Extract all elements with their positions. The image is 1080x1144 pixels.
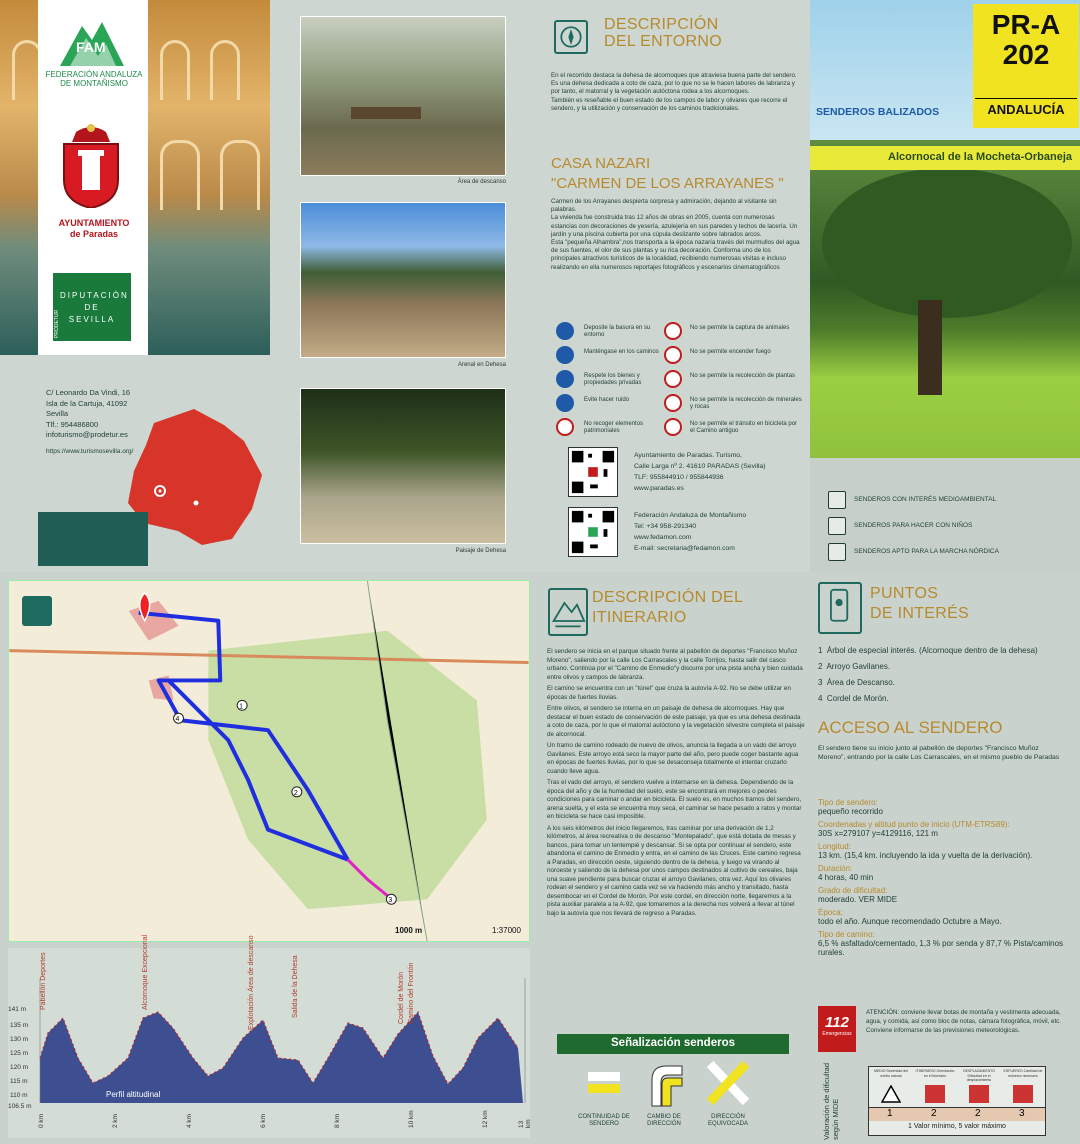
profile-marker: Pabellón Deportes [40, 952, 47, 1010]
diputacion-label: DIPUTACIÓN DE SEVILLA [60, 291, 129, 324]
y-tick: 141 m [8, 1006, 27, 1013]
no-animals-icon [664, 322, 682, 340]
mide-side-label: Valoración de dificultad según MIDE [822, 1063, 840, 1140]
mide-value: 2 [931, 1108, 937, 1119]
profile-marker: Cordel de Morón [398, 971, 405, 1024]
rule-text: Manténgase en los caminos [584, 349, 659, 355]
rule-text: No recoger elementos patrimoniales [584, 421, 644, 434]
map-icon [22, 596, 52, 626]
contact-line: Ayuntamiento de Paradas. Turismo, [634, 452, 742, 459]
location-pin-icon [818, 582, 862, 634]
dehesa-landscape-photo [300, 388, 506, 544]
paragraph: El camino se encuentra con un "túnel" que cruza la autovía A-92. No se debe utilizar en épocas de fuertes lluvias. [547, 685, 791, 701]
contact-line: Tel: +34 958-291340 [634, 523, 697, 530]
arch-decoration [160, 140, 200, 210]
mide-header: ESFUERZO Cantidad de esfuerzo necesario [1003, 1069, 1043, 1078]
mide-rating-table [868, 1066, 1046, 1136]
federation-name: FEDERACIÓN ANDALUZA DE MONTAÑISMO [45, 70, 143, 88]
contact-line: Federación Andaluza de Montañismo [634, 512, 747, 519]
legend-text: SENDEROS CON INTERÉS MEDIOAMBIENTAL [854, 496, 997, 503]
mide-header: DESPLAZAMIENTO Dificultad en el desplazamiento [963, 1069, 995, 1082]
puntos-title [870, 584, 969, 624]
rule-text: Deposite la basura en su entorno [584, 325, 651, 338]
legend-text: SENDEROS PARA HACER CON NIÑOS [854, 522, 973, 529]
poi-number: 3 [818, 678, 823, 687]
address-line: Sevilla [46, 409, 69, 418]
paragraph: Esta "pequeña Alhambra",nos transporta a la época nazaría través del murmullos del agua de sus fuentes, el olor de sus plantas y su rica decoración. Conforma uno de los principales atractivos turísticos de la localidad, recibiendo numerosas visitas e incluso realizando en ella numerosos reportajes fotográficos y escenarios cinematográficos [551, 239, 800, 271]
fact-value: pequeño recorrido [818, 807, 883, 816]
rule-text: No se permite encender fuego [690, 349, 771, 355]
rest-area-photo [300, 16, 506, 176]
fact-value: moderado. VER MIDE [818, 895, 898, 904]
children-icon [828, 517, 846, 535]
paragraph: Carmen de los Arrayanes despierta sorpresa y admiración, dejando al visitante sin palabras. [551, 198, 777, 214]
poi-text: Árbol de especial interés. (Alcornoque dentro de la dehesa) [826, 646, 1038, 655]
fact-label: Longitud: [818, 842, 851, 851]
ayuntamiento-label: AYUNTAMIENTO [58, 218, 130, 228]
tree-crown [822, 168, 1072, 318]
qr-code-icon[interactable] [568, 507, 618, 557]
poi-number: 1 [818, 646, 823, 655]
warning-triangle-icon [881, 1085, 901, 1103]
address-line: infoturismo@prodetur.es [46, 430, 128, 439]
website-link[interactable]: https://www.turismosevilla.org/ [46, 448, 134, 455]
arch-decoration [220, 140, 260, 210]
poi-item [818, 694, 889, 703]
title-line: CASA NAZARI [551, 155, 651, 172]
prodetur-label: PRODETUR [54, 309, 60, 338]
sign-label: CAMBIO DE DIRECCIÓN [647, 1114, 681, 1127]
y-tick: 106.5 m [8, 1103, 32, 1110]
address-line: C/ Leonardo Da Vindi, 16 [46, 388, 131, 397]
acceso-text: El sendero tiene su inicio junto al pabellón de deportes "Francisco Muñoz Moreno", entrando por la calle Los Carrascales, en el mismo pueblo de Paradas [818, 745, 1060, 761]
profile-marker: Salida de la Dehesa [292, 955, 299, 1018]
leaf-icon [828, 491, 846, 509]
svg-text:2: 2 [293, 789, 298, 797]
emergency-112-badge [818, 1006, 856, 1052]
mide-header: ITINERARIO Orientación en el itinerario [915, 1069, 955, 1078]
tree-trunk [918, 300, 942, 395]
fact-label: Tipo de sendero: [818, 798, 878, 807]
trail-name: Alcornocal de la Mocheta-Orbaneja [888, 151, 1072, 163]
trail-facts [818, 798, 1074, 957]
x-tick: 10 km [408, 1110, 415, 1128]
signage-title: Señalización senderos [611, 1037, 735, 1049]
contact-ayuntamiento [634, 450, 766, 494]
rule-text: No se permite la recolección de plantas [690, 373, 796, 379]
itinerario-title [592, 588, 743, 628]
wrong-way-sign-icon [704, 1060, 752, 1106]
profile-marker: Camino del Frontón [408, 962, 415, 1024]
profile-marker: Alcornoque Excepcional [142, 934, 149, 1010]
no-fire-icon [664, 346, 682, 364]
sign-label: DIRECCIÓN EQUIVOCADA [707, 1114, 748, 1127]
ayuntamiento-place: de Paradas [69, 229, 119, 239]
title-line: "CARMEN DE LOS ARRAYANES " [551, 175, 784, 192]
compass-icon [554, 20, 588, 54]
trash-icon [556, 322, 574, 340]
no-bike-icon [664, 418, 682, 436]
fact-value: 4 horas, 40 min [818, 873, 874, 882]
title-line: DESCRIPCIÓN DEL [592, 589, 744, 606]
heritage-icon [556, 418, 574, 436]
title-line: DEL ENTORNO [604, 33, 722, 50]
mide-value: 1 [887, 1108, 893, 1119]
contact-line[interactable]: www.fedamon.com [634, 534, 692, 541]
decorative-pattern [38, 512, 148, 566]
sand-trail-photo [300, 202, 506, 358]
turn-sign-icon [646, 1058, 686, 1108]
photo-caption: Arenal en Dehesa [457, 362, 506, 368]
photo-caption: Área de descanso [457, 179, 506, 185]
paragraph: Un tramo de camino rodeado de nuevo de olivos, anuncia la llegada a un vado del arroyo Gavilanes. Este arroyo está seco la mayor parte del año, pero puede coger bastante agua en épocas de fuertes lluvias, por lo que se desaconseja totalmente el intentar cruzarlo cuando lleve agua. [547, 742, 799, 775]
poi-item [818, 662, 890, 671]
fact-value: 30S x=279107 y=4129116, 121 m [818, 829, 938, 838]
effort-icon [1013, 1085, 1033, 1103]
orientation-icon [925, 1085, 945, 1103]
x-tick: 0 km [38, 1113, 45, 1128]
fact-label: Tipo de camino: [818, 930, 875, 939]
qr-code-icon[interactable] [568, 447, 618, 497]
warning-text: ATENCIÓN: conviene llevar botas de montaña y vestimenta adecuada, agua, y comida, así como bloc de notas, cámara fotográfica, móvil, etc. Conviene informarse de las previsiones meteorológicas. [866, 1009, 1061, 1034]
profile-title: Perfil altitudinal [106, 1090, 161, 1099]
entorno-text [551, 72, 801, 113]
elevation-profile [8, 934, 532, 1138]
displacement-icon [969, 1085, 989, 1103]
svg-text:FAM: FAM [76, 39, 106, 55]
paragraph: Entre olivos, el sendero se interna en un paisaje de dehesa de alcornoques. Hay que destacar el buen estado de conservación de este paisaje, ya que es una dehesa destinada a coto de caza, por lo que el matorral autóctono y la vegetación silvestre completa el paisaje de alcornocal. [547, 705, 805, 738]
ayuntamiento-title [42, 218, 146, 240]
rule-text: No se permite la recolección de minerales y rocas [690, 397, 802, 410]
poi-item [818, 678, 895, 687]
mide-header: MEDIO Severidad del medio natural [874, 1069, 908, 1078]
terrain-icon [548, 588, 588, 636]
route-map-canvas [9, 581, 529, 941]
poi-text: Arroyo Gavilanes. [826, 662, 891, 671]
itinerario-text [547, 648, 805, 918]
y-tick: 110 m [10, 1092, 28, 1099]
paragraph: Tras el vado del arroyo, el sendero vuelve a internarse en la dehesa. Dependiendo de la época del año y de la humedad del suelo, este se encontrará en mejores o peores condiciones para caminar o andar en bicicleta. El suelo es, en muchos tramos del sendero, arena suelta, y el esta se encuentra muy seca, el caminar se hace pesado a ratos y montar en bicicleta se hace casi imposible. [547, 779, 802, 820]
poi-text: Cordel de Morón. [826, 694, 889, 703]
fact-label: Coordenadas y altitud punto de inicio (UTM-ETRS89): [818, 820, 1010, 829]
arch-decoration [210, 40, 240, 100]
y-tick: 135 m [10, 1022, 29, 1029]
contact-line[interactable]: www.paradas.es [634, 485, 684, 492]
title-line: DE INTERÉS [870, 605, 970, 622]
emergency-label: Emergencias [822, 1031, 852, 1037]
rule-text: Respete los bienes y propiedades privadas [584, 373, 642, 386]
y-tick: 125 m [10, 1050, 29, 1057]
svg-text:1: 1 [239, 703, 244, 711]
address-line: Isla de la Cartuja, 41092 [46, 398, 128, 408]
divider [975, 98, 1077, 99]
poi-number: 2 [818, 662, 823, 671]
continuity-sign-icon [586, 1064, 622, 1104]
region-label: ANDALUCÍA [987, 102, 1065, 117]
sign-label: CONTINUIDAD DE SENDERO [578, 1114, 630, 1127]
casa-title [551, 154, 784, 194]
trail-code [973, 10, 1079, 70]
no-plants-icon [664, 370, 682, 388]
rule-text: No se permite el tránsito en bicicleta por el Camino antiguo [690, 421, 798, 434]
map-ratio: 1:37000 [492, 926, 521, 935]
map-scale: 1000 m [395, 926, 423, 935]
title-line: PUNTOS [870, 585, 939, 602]
trail-code-line: 202 [1002, 39, 1050, 70]
poi-text: Área de Descanso. [826, 678, 895, 687]
path-icon [556, 346, 574, 364]
fact-value: todo el año. Aunque recomendado Octubre a Mayo. [818, 917, 1002, 926]
fact-value: 13 km. (15,4 km. incluyendo la ida y vuelta de la derivación). [818, 851, 1033, 860]
property-icon [556, 370, 574, 388]
x-tick: 8 km [334, 1113, 341, 1128]
route-map[interactable] [8, 580, 530, 942]
y-tick: 115 m [10, 1078, 28, 1085]
paragraph: El sendero se inicia en el parque situado frente al pabellón de deportes "Francisco Muñoz Moreno", saliendo por la calle Los Carrascales y la calle Torrijos, hasta salir del casco urbano. Continúa por el "Camino de Enmedio"y discurre por una pista ancha y bien cuidada entre olivos y campos de labranza. [547, 648, 803, 681]
rules-list [556, 322, 806, 440]
contact-line: Calle Larga nº 2. 41610 PARADAS (Sevilla) [634, 463, 766, 470]
contact-line[interactable]: E-mail: secretaria@fedamon.com [634, 545, 735, 552]
rule-text: No se permite la captura de animales [690, 325, 790, 331]
svg-text:4: 4 [175, 716, 180, 724]
photo-caption: Paisaje de Dehesa [455, 548, 506, 554]
mide-value: 3 [1019, 1108, 1025, 1119]
fact-label: Grado de dificultad: [818, 886, 888, 895]
mide-value: 2 [975, 1108, 981, 1119]
emergency-number: 112 [825, 1014, 849, 1031]
arch-decoration [160, 40, 190, 100]
y-tick: 120 m [10, 1064, 29, 1071]
legend-text: SENDEROS APTO PARA LA MARCHA NÓRDICA [854, 548, 999, 555]
y-tick: 130 m [10, 1036, 29, 1043]
poi-item [818, 646, 1038, 655]
title-line: ITINERARIO [592, 609, 687, 626]
rule-text: Evite hacer ruido [584, 397, 630, 403]
x-tick: 13 km [518, 1119, 532, 1128]
acceso-title: ACCESO AL SENDERO [818, 718, 1003, 737]
casa-text [551, 198, 801, 272]
fact-label: Época: [818, 908, 843, 917]
fact-value: 6,5 % asfaltado/cementado, 1,3 % por senda y 87,7 % Pista/caminos rurales. [818, 939, 1064, 957]
title-line: DESCRIPCIÓN [604, 16, 719, 33]
contact-federacion [634, 510, 746, 554]
paragraph: A los seis kilómetros del inicio llegaremos, tras caminar por una derivación de 1,2 kilómetros, al área recreativa o de descanso "Montepalado", que está dotada de mesas y bancos, para tomar un tentempié y descansar. Si se opta por continuar el sendero, este abandona el camino de Enmedio y entra, en el camino de las Cruces. Este camino regresa a Paradas, en dirección oeste, siguiendo dentro de la dehesa, y luego va virando al noroeste y saliendo de la dehesa por unos campos destinados al cultivo de cereales, baja una suave pendiente para buscar cruzar el arroyo Gavilanes, otra vez. Aquí los olivares rodean el sendero y el camino cada vez se va haciendo más ancho y transitado, hasta desembocar en el Cordel de Morón. Por este cordel, en dirección norte, llegaremos a la pista auxiliar paralela a la A-92, que tomaremos a la derecha nos volverá a llevar al túnel bajo la autovía que nos llevará de regreso a Paradas. [547, 824, 801, 917]
picnic-table [351, 107, 421, 119]
no-minerals-icon [664, 394, 682, 412]
elevation-chart [8, 948, 530, 1138]
x-tick: 12 km [482, 1110, 489, 1128]
paragraph: En el recorrido destaca la dehesa de alcornoques que atraviesa buena parte del sendero. Es una dehesa dedicada a coto de caza, por lo que no se le hacen labores de labranza y por tanto, el matorral y la vegetación autóctona rodea a los alcornoques. [551, 72, 797, 96]
paragraph: También es reseñable el buen estado de los campos de labor y olivares que recorre el sendero, y la utilización y conservación de los caminos tradicionales. [551, 96, 788, 112]
x-tick: 2 km [112, 1113, 119, 1128]
trail-code-line: PR-A [991, 9, 1061, 40]
fam-logo-icon [56, 18, 128, 76]
brand-label: SENDEROS BALIZADOS [816, 106, 940, 118]
address-line: Tlf.: 954486800 [46, 419, 99, 429]
poi-number: 4 [818, 694, 823, 703]
svg-text:3: 3 [388, 897, 393, 905]
entorno-title [604, 16, 722, 50]
nordic-walk-icon [828, 543, 846, 561]
contact-line: TLF: 955844910 / 955844936 [634, 474, 724, 481]
profile-marker: Explotación Área de descanso [248, 935, 255, 1030]
paragraph: La vivienda fue construida tras 12 años de obras en 2005, cuenta con numerosas estancias con decoraciones de yesería, azulejería en sus paredes y techos de lacería. Un jardín y una piscina cubierta por una cúpula deslizante sobre labrados arcos. [551, 214, 798, 238]
mide-note: 1 Valor mínimo, 5 valor máximo [908, 1123, 1006, 1130]
x-tick: 4 km [186, 1113, 193, 1128]
coat-of-arms-icon [58, 122, 124, 208]
fact-label: Duración: [818, 864, 853, 873]
noise-icon [556, 394, 574, 412]
x-tick: 6 km [260, 1113, 267, 1128]
